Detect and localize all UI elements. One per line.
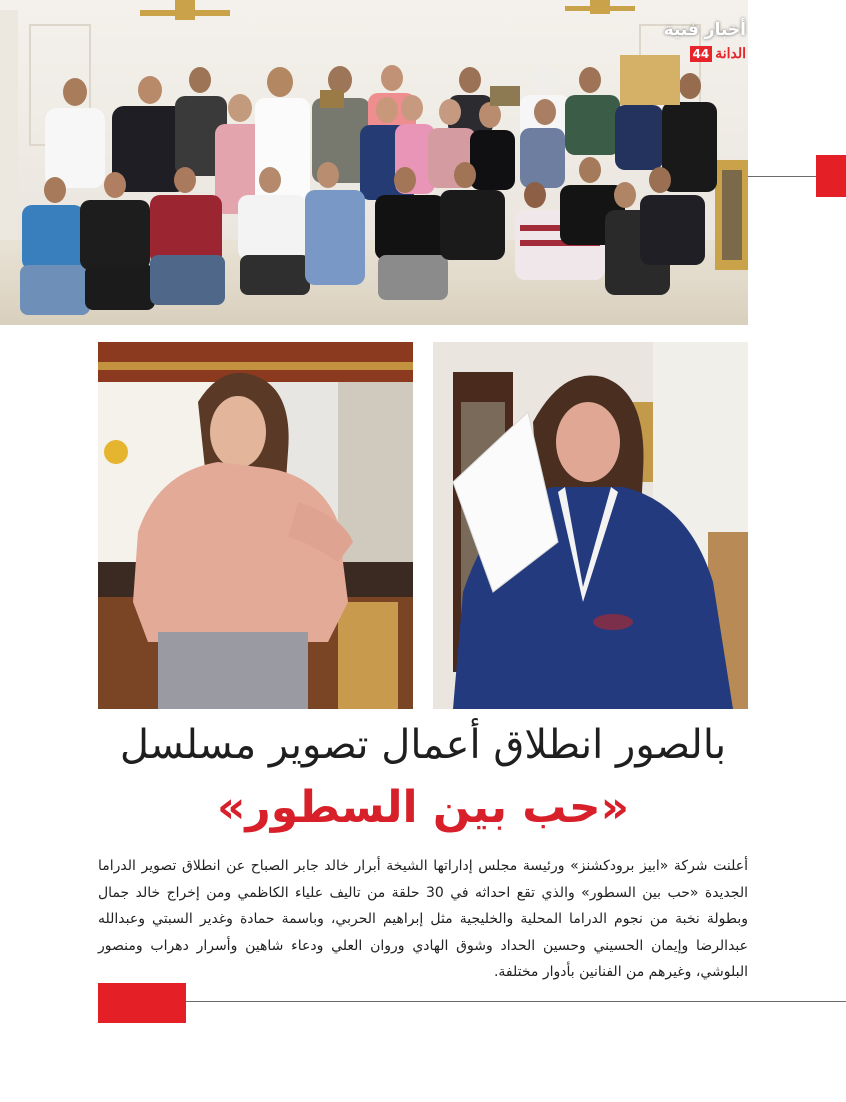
group-cast-photo	[0, 0, 748, 325]
headline-line-1: بالصور انطلاق أعمال تصوير مسلسل	[119, 722, 727, 768]
page-number: 44	[690, 46, 713, 62]
bottom-rule	[186, 1001, 846, 1002]
magazine-badge	[690, 46, 747, 62]
headline-line-2: «حب بين السطور»	[216, 782, 629, 833]
actress-pink-blouse-photo	[98, 342, 413, 709]
actress-blue-abaya-photo	[433, 342, 748, 709]
article-body: أعلنت شركة «ابيز برودكشنز» ورئيسة مجلس إداراتها الشيخة أبرار خالد جابر الصباح عن انطلاق تصوير الدراما الجديدة «حب بين السطور» والذي تقع احداثه في 30 حلقة من تاليف علياء الكاظمي ومن إخراج خالد جمال وبطولة نخبة من نجوم الدراما المحلية والخليجية مثل إبراهيم الحربي، وباسمة حمادة وغدير السبتي وعبدالله عبدالرضا وإيمان الحسيني وحسين الحداد وشوق الهادي وروان العلي ودعاء شاهين وأسرار دهراب ومنصور البلوشي، وغيرهم من الفنانين بأدوار مختلفة.	[98, 858, 748, 980]
top-rule	[748, 176, 816, 177]
red-accent-block	[816, 155, 846, 197]
section-tag: أخبار فنية	[663, 20, 746, 40]
bottom-red-block	[98, 983, 186, 1023]
magazine-logo: الدانة	[715, 46, 746, 62]
